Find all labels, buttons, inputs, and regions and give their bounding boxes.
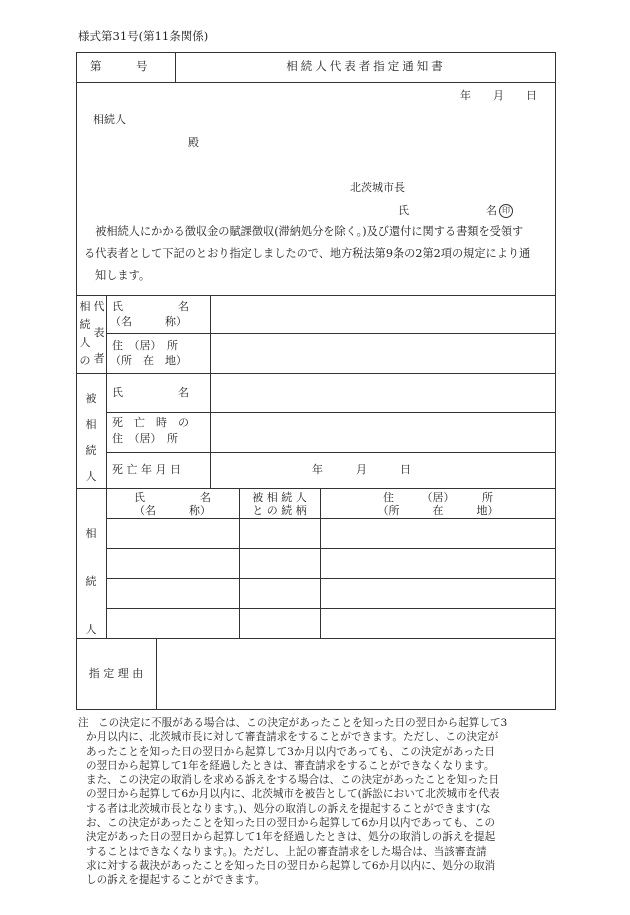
side-char: 人 [85, 623, 97, 636]
note-line: あったことを知った日の翌日から起算して3か月以内であっても、この決定があった日 [86, 745, 495, 758]
divider [210, 295, 211, 373]
note-line: 求に対する裁決があったことを知った日の翌日から起算して6か月以内に、処分の取消 [86, 859, 496, 872]
heirs-col-name-sub: （名 称） [134, 504, 211, 517]
heirs-col-relation-sub: と の 続 柄 [252, 504, 307, 517]
divider [76, 373, 556, 374]
honorific: 殿 [188, 136, 199, 149]
representative-side-label-b [92, 300, 106, 366]
note-line: この決定に不服がある場合は、この決定があったことを知った日の翌日から起算して3 [98, 717, 508, 729]
form-number: 様式第31号(第11条関係) [78, 29, 209, 43]
note-line: することはできなくなります。)。ただし、上記の審査請求をした場合は、当該審査請 [86, 845, 487, 858]
note-line: 決定があった日の翌日から起算して1年を経過したときは、処分の取消しの訴えを提起 [86, 831, 496, 844]
side-char: 者 [93, 352, 105, 365]
document-title: 相続人代表者指定通知書 [286, 59, 446, 73]
rep-addr-label-sub: （所 在 地） [110, 354, 187, 367]
side-char: 表 [93, 326, 105, 339]
rep-name-label-sub: （名 称） [110, 315, 187, 328]
rep-addr-label: 住 （居） 所 [112, 339, 178, 352]
side-char: 相 [79, 300, 91, 313]
number-label: 第 号 [90, 59, 148, 73]
deceased-addr-label-sub: 住 （居） 所 [112, 432, 178, 445]
divider [156, 638, 157, 710]
side-char: 続 [85, 444, 97, 457]
divider [106, 548, 556, 549]
divider [106, 295, 107, 373]
divider [106, 452, 556, 453]
rep-name-label: 氏 名 [112, 300, 189, 313]
side-char: 被 [85, 392, 97, 405]
note-body [86, 716, 554, 888]
deceased-side-label [84, 386, 98, 490]
note-label: 注 [78, 717, 89, 729]
reason-label: 指 定 理 由 [88, 667, 144, 680]
issuer: 北茨城市長 [350, 181, 405, 194]
side-char: の [79, 354, 91, 367]
deceased-name-label: 氏 名 [112, 386, 189, 399]
heirs-col-address: 住 （居） 所 [383, 491, 493, 504]
issuer-name-label [398, 204, 513, 218]
side-char: 人 [79, 336, 91, 349]
heirs-col-relation: 被 相 続 人 [252, 491, 307, 504]
side-char: 続 [85, 575, 97, 588]
divider [76, 488, 556, 489]
side-char: 代 [93, 300, 105, 313]
seal-mark: 印 [499, 204, 513, 218]
divider [76, 295, 556, 296]
divider [106, 412, 556, 413]
heirs-col-name: 氏 名 [134, 491, 211, 504]
divider [76, 638, 556, 639]
representative-side-label-a [78, 300, 92, 368]
note-line: の翌日から起算して6か月以内に、北茨城市を被告として(訴訟において北茨城市を代表 [86, 788, 500, 801]
divider [106, 518, 556, 519]
notice-line: 被相続人にかかる徴収金の賦課徴収(滞納処分を除く。)及び還付に関する書類を受領す [84, 225, 524, 238]
death-date-value: 年 月 日 [312, 463, 411, 476]
date-field: 年 月 日 [460, 89, 537, 102]
divider [106, 333, 556, 334]
name-label: 氏 名 [398, 204, 497, 217]
side-char: 相 [85, 418, 97, 431]
notice-line: 知します。 [95, 269, 151, 282]
form-frame [76, 52, 556, 710]
deceased-addr-label: 死 亡 時 の [112, 416, 189, 429]
divider [106, 608, 556, 609]
note-line: か月以内に、北茨城市長に対して審査請求をすることができます。ただし、この決定が [86, 731, 499, 744]
note-line: しの訴えを提起することができます。 [86, 874, 266, 887]
heirs-col-address-sub: （所 在 地） [377, 504, 499, 517]
addressee-label: 相続人 [93, 113, 126, 126]
death-date-label: 死 亡 年 月 日 [112, 463, 181, 476]
notice-body [84, 221, 560, 287]
heirs-side-label [84, 510, 98, 654]
side-char: 続 [79, 318, 91, 331]
side-char: 相 [85, 527, 97, 540]
note-line: する者は北茨城市長となります。)、処分の取消しの訴えを提起することができます(な [86, 802, 491, 815]
divider [210, 373, 211, 488]
notice-line: る代表者として下記のとおり指定しましたので、地方税法第9条の2第2項の規定により通 [84, 247, 531, 260]
divider [76, 82, 556, 83]
divider [106, 373, 107, 488]
note-line: また、この決定の取消しを求める訴えをする場合は、この決定があったことを知った日 [86, 774, 500, 787]
divider [106, 578, 556, 579]
note-line: お、この決定があったことを知った日の翌日から起算して6か月以内であっても、この [86, 817, 496, 830]
note-line: の翌日から起算して1年を経過したときは、審査請求をすることができなくなります。 [86, 759, 495, 772]
side-char: 人 [85, 470, 97, 483]
